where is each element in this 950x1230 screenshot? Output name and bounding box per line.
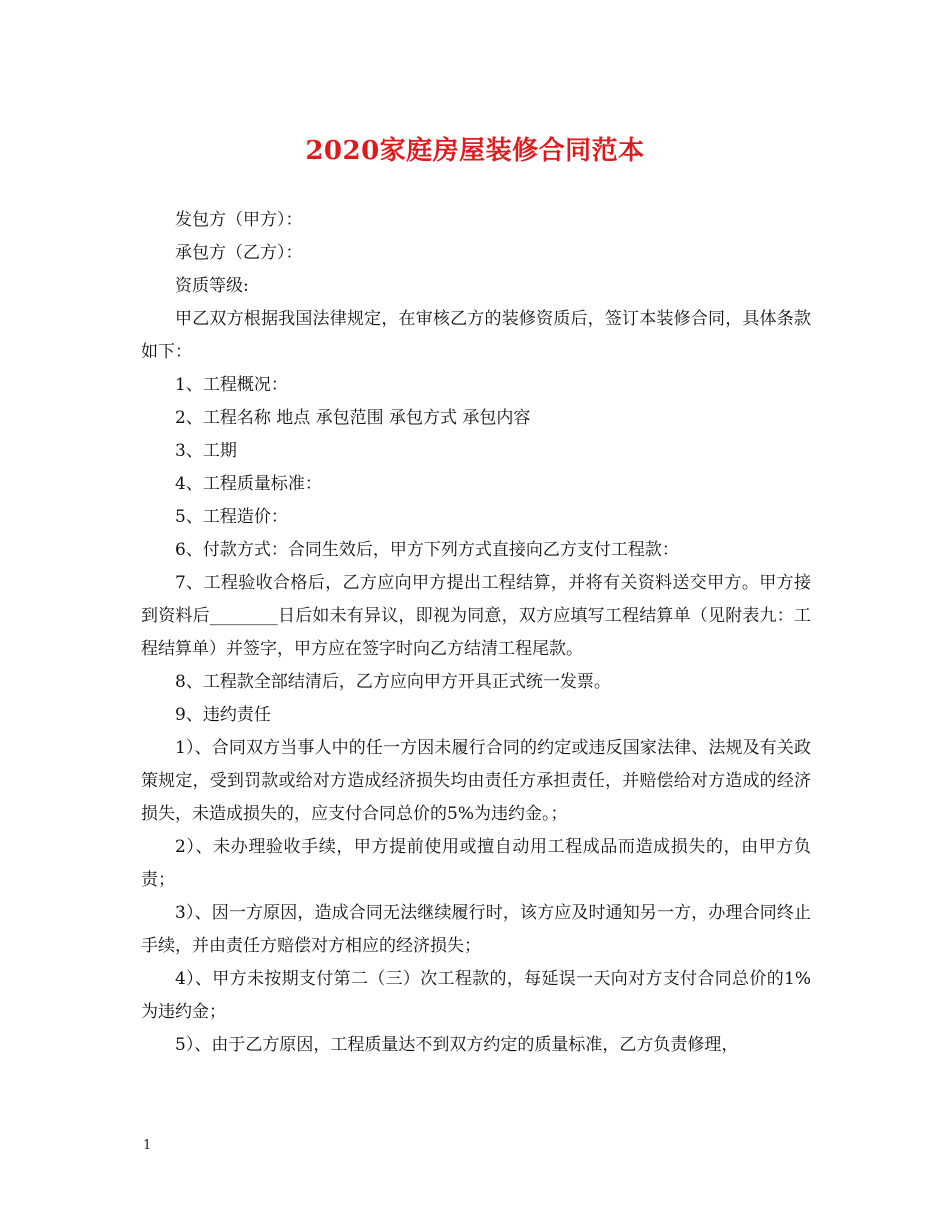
page-number: 1 [143, 1138, 152, 1153]
subclause-3: 3）、因一方原因，造成合同无法继续履行时，该方应及时通知另一方，办理合同终止手续，并由责任方赔偿对方相应的经济损失； [141, 903, 811, 956]
document-body [141, 204, 811, 1062]
party-b-line: 承包方（乙方）： [175, 243, 303, 263]
qualification-line: 资质等级: [175, 276, 249, 296]
clause-1: 1、工程概况： [175, 375, 288, 395]
intro-paragraph: 甲乙双方根据我国法律规定，在审核乙方的装修资质后，签订本装修合同，具体条款如下： [141, 309, 811, 362]
subclause-5: 5）、由于乙方原因，工程质量达不到双方约定的质量标准，乙方负责修理， [175, 1035, 739, 1055]
clause-9: 9、违约责任 [175, 705, 271, 725]
clause-3: 3、工期 [175, 441, 237, 461]
subclause-4: 4）、甲方未按期支付第二（三）次工程款的，每延误一天向对方支付合同总价的1%为违约金； [141, 969, 811, 1022]
party-a-line: 发包方（甲方）： [175, 210, 303, 230]
clause-5: 5、工程造价： [175, 507, 288, 527]
document-title: 2020家庭房屋装修合同范本 [305, 136, 645, 166]
clause-4: 4、工程质量标准： [175, 474, 322, 494]
clause-8: 8、工程款全部结清后，乙方应向甲方开具正式统一发票。 [175, 672, 611, 692]
subclause-2: 2）、未办理验收手续，甲方提前使用或擅自动用工程成品而造成损失的，由甲方负责； [141, 837, 811, 890]
clause-6: 6、付款方式：合同生效后，甲方下列方式直接向乙方支付工程款： [175, 540, 679, 560]
subclause-1: 1）、合同双方当事人中的任一方因未履行合同的约定或违反国家法律、法规及有关政策规定，受到罚款或给对方造成经济损失均由责任方承担责任，并赔偿给对方造成的经济损失，未造成损失的，应支付合同总价的5%为违约金。； [141, 738, 811, 824]
clause-2: 2、工程名称 地点 承包范围 承包方式 承包内容 [175, 408, 531, 428]
clause-7: 7、工程验收合格后，乙方应向甲方提出工程结算，并将有关资料送交甲方。甲方接到资料后________日后如未有异议，即视为同意，双方应填写工程结算单（见附表九：工程结算单）并签字，甲方应在签字时向乙方结清工程尾款。 [141, 573, 811, 659]
